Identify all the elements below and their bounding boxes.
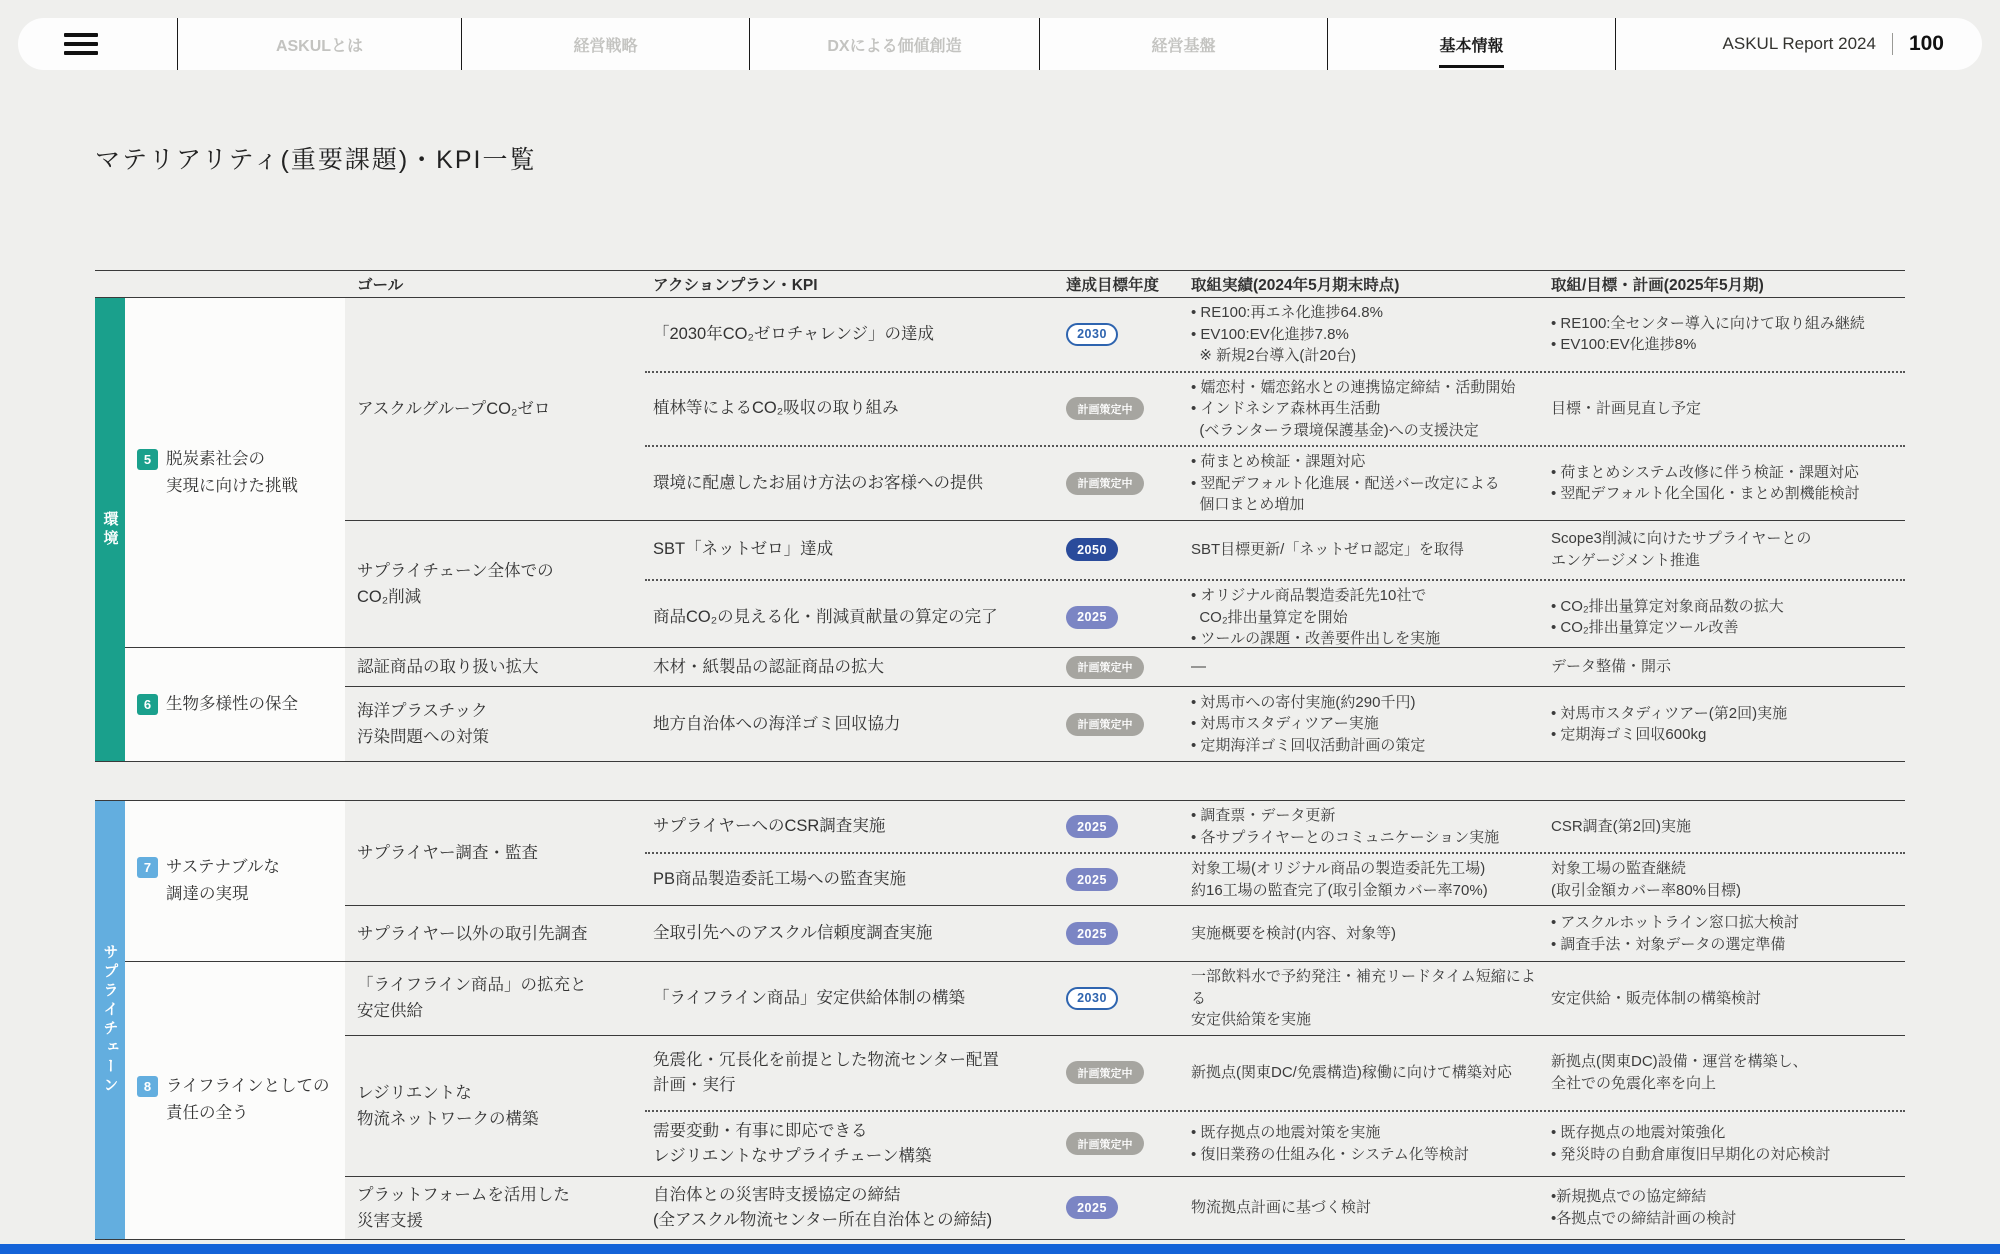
kpi-cell bbox=[645, 322, 1065, 347]
kpi-row bbox=[645, 852, 1905, 905]
tab-DXによる価値創造[interactable] bbox=[750, 18, 1039, 70]
plans-text: エンゲージメント推進 bbox=[1551, 551, 1700, 569]
section-number-badge: 7 bbox=[137, 857, 158, 878]
plans-text: • 翌配デフォルト化全国化・まとめ割機能検討 bbox=[1551, 485, 1860, 503]
target-year-cell bbox=[1065, 606, 1185, 629]
plans-text: •新規拠点での協定締結 bbox=[1551, 1188, 1707, 1205]
goal-group bbox=[345, 962, 1905, 1035]
kpi-text: 地方自治体への海洋ゴミ回収協力 bbox=[653, 714, 901, 733]
results-text: • RE100:再エネ化進捗64.8% bbox=[1191, 304, 1383, 321]
kpi-rows bbox=[645, 1036, 1905, 1176]
tab-label: ASKULとは bbox=[275, 37, 364, 55]
kpi-cell bbox=[645, 537, 1065, 562]
results-cell bbox=[1185, 1062, 1545, 1084]
kpi-row bbox=[645, 648, 1905, 686]
results-text: 一部飲料水で予約発注・補充リードタイム短縮による bbox=[1191, 968, 1536, 1007]
goal-group bbox=[345, 1176, 1905, 1239]
band-label: 環境 bbox=[101, 510, 119, 549]
plans-text: CSR調査(第2回)実施 bbox=[1551, 817, 1692, 835]
materiality-section-6 bbox=[125, 647, 1905, 761]
plans-cell bbox=[1545, 528, 1905, 571]
column-header: 達成目標年度 bbox=[1066, 277, 1160, 294]
plans-text: • CO₂排出量算定対象商品数の拡大 bbox=[1551, 597, 1784, 615]
top-nav-bar bbox=[18, 18, 1982, 70]
target-year-badge: 2025 bbox=[1066, 606, 1118, 629]
goal-cell bbox=[345, 298, 645, 520]
page-number-divider bbox=[1892, 33, 1893, 55]
target-year-cell bbox=[1065, 815, 1185, 838]
kpi-row bbox=[645, 445, 1905, 520]
kpi-text: 環境に配慮したお届け方法のお客様への提供 bbox=[653, 473, 983, 492]
target-year-cell bbox=[1065, 472, 1185, 495]
kpi-rows bbox=[645, 648, 1905, 686]
target-year-cell bbox=[1065, 538, 1185, 561]
results-text: • 既存拠点の地震対策を実施 bbox=[1191, 1124, 1381, 1141]
kpi-cell bbox=[645, 921, 1065, 946]
materiality-table-supply-chain bbox=[95, 800, 1905, 1240]
hamburger-icon bbox=[64, 33, 98, 55]
results-text: 実施概要を検討(内容、対象等) bbox=[1191, 924, 1396, 942]
section-title: サステナブルな bbox=[166, 858, 280, 876]
category-content bbox=[137, 691, 298, 718]
target-year-badge: 計画策定中 bbox=[1066, 713, 1144, 736]
results-text: • 翌配デフォルト化進展・配送バー改定による bbox=[1191, 474, 1500, 492]
kpi-row bbox=[645, 298, 1905, 371]
kpi-rows bbox=[645, 521, 1905, 648]
kpi-cell bbox=[645, 867, 1065, 892]
goal-group bbox=[345, 905, 1905, 961]
plans-text: • 発災時の自動倉庫復旧早期化の対応検討 bbox=[1551, 1145, 1831, 1163]
goal-text: サプライヤー調査・監査 bbox=[357, 844, 539, 862]
materiality-section-7 bbox=[125, 801, 1905, 961]
plans-text: • 対馬市スタディツアー(第2回)実施 bbox=[1551, 704, 1788, 722]
kpi-row bbox=[645, 1036, 1905, 1110]
section-title: 実現に向けた挑戦 bbox=[166, 476, 298, 495]
goal-text: レジリエントな bbox=[357, 1083, 472, 1102]
plans-cell bbox=[1545, 988, 1905, 1010]
page-title: マテリアリティ(重要課題)・KPI一覧 bbox=[95, 146, 537, 174]
target-year-badge: 2030 bbox=[1066, 323, 1118, 346]
results-text: SBT目標更新/「ネットゼロ認定」を取得 bbox=[1191, 541, 1464, 558]
results-text: CO₂排出量算定を開始 bbox=[1191, 608, 1348, 626]
kpi-cell bbox=[645, 814, 1065, 839]
category-cell bbox=[125, 962, 345, 1239]
column-header: 取組/目標・計画(2025年5月期) bbox=[1551, 277, 1764, 294]
materiality-section-8 bbox=[125, 961, 1905, 1239]
kpi-text: 「ライフライン商品」安定供給体制の構築 bbox=[653, 988, 966, 1007]
kpi-text: 全取引先へのアスクル信頼度調査実施 bbox=[653, 924, 933, 942]
section-title: 調達の実現 bbox=[166, 885, 249, 903]
target-year-badge: 2025 bbox=[1066, 922, 1118, 945]
tab-label: DXによる価値創造 bbox=[827, 37, 962, 55]
goal-text: サプライチェーン全体での bbox=[357, 561, 554, 580]
results-text: (ベランターラ環境保護基金)への支援決定 bbox=[1191, 421, 1479, 439]
goal-text: 物流ネットワークの構築 bbox=[357, 1109, 539, 1128]
section-title: 責任の全う bbox=[166, 1104, 249, 1123]
plans-cell bbox=[1545, 1051, 1905, 1094]
kpi-cell bbox=[645, 396, 1065, 421]
nav-tabs bbox=[178, 18, 1616, 70]
kpi-cell bbox=[645, 986, 1065, 1011]
results-cell bbox=[1185, 377, 1545, 442]
plans-cell bbox=[1545, 912, 1905, 955]
kpi-row bbox=[645, 1110, 1905, 1176]
goal-groups bbox=[345, 801, 1905, 961]
kpi-cell bbox=[645, 605, 1065, 630]
target-year-badge: 2050 bbox=[1066, 538, 1118, 561]
kpi-text: 商品CO₂の見える化・削減貢献量の算定の完了 bbox=[653, 607, 998, 626]
results-cell bbox=[1185, 966, 1545, 1031]
target-year-badge: 計画策定中 bbox=[1066, 397, 1144, 420]
kpi-cell bbox=[645, 1048, 1065, 1098]
table-body bbox=[95, 801, 1905, 1239]
category-cell bbox=[125, 801, 345, 961]
kpi-cell bbox=[645, 471, 1065, 496]
table-body bbox=[95, 298, 1905, 761]
goal-group bbox=[345, 1035, 1905, 1176]
plans-text: • 定期海ゴミ回収600kg bbox=[1551, 726, 1707, 743]
section-title: ライフラインとしての bbox=[166, 1077, 330, 1096]
results-text: • 定期海洋ゴミ回収活動計画の策定 bbox=[1191, 736, 1426, 754]
category-content bbox=[137, 854, 280, 908]
results-text: • 調査票・データ更新 bbox=[1191, 807, 1336, 824]
tab-経営基盤[interactable] bbox=[1040, 18, 1327, 70]
kpi-rows bbox=[645, 906, 1905, 961]
materiality-table-environment bbox=[95, 270, 1905, 762]
goal-cell bbox=[345, 962, 645, 1035]
results-text: • 対馬市スタディツアー実施 bbox=[1191, 715, 1379, 733]
kpi-row bbox=[645, 801, 1905, 852]
target-year-badge: 2025 bbox=[1066, 868, 1118, 891]
target-year-cell bbox=[1065, 1196, 1185, 1219]
goal-text: サプライヤー以外の取引先調査 bbox=[357, 924, 588, 943]
goal-cell bbox=[345, 648, 645, 686]
goal-text: 汚染問題への対策 bbox=[357, 728, 489, 746]
results-cell bbox=[1185, 805, 1545, 848]
column-header: 取組実績(2024年5月期末時点) bbox=[1191, 277, 1400, 294]
kpi-text: 木材・紙製品の認証商品の拡大 bbox=[653, 657, 884, 676]
plans-text: データ整備・開示 bbox=[1551, 658, 1672, 676]
category-cell bbox=[125, 648, 345, 761]
plans-text: • RE100:全センター導入に向けて取り組み継続 bbox=[1551, 314, 1865, 332]
kpi-text: 植林等によるCO₂吸収の取り組み bbox=[653, 399, 899, 418]
goal-text: 認証商品の取り扱い拡大 bbox=[357, 658, 539, 676]
plans-cell bbox=[1545, 313, 1905, 356]
target-year-cell bbox=[1065, 397, 1185, 420]
goal-cell bbox=[345, 1036, 645, 1176]
kpi-text: 「2030年CO₂ゼロチャレンジ」の達成 bbox=[653, 324, 935, 343]
goal-cell bbox=[345, 1177, 645, 1239]
tab-ASKULとは[interactable] bbox=[178, 18, 461, 70]
results-cell bbox=[1185, 1197, 1545, 1219]
target-year-badge: 2025 bbox=[1066, 815, 1118, 838]
target-year-cell bbox=[1065, 987, 1185, 1010]
target-year-badge: 計画策定中 bbox=[1066, 472, 1144, 495]
results-cell bbox=[1185, 656, 1545, 678]
results-text: • 各サプライヤーとのコミュニケーション実施 bbox=[1191, 828, 1500, 846]
results-cell bbox=[1185, 302, 1545, 367]
target-year-cell bbox=[1065, 656, 1185, 679]
kpi-text: (全アスクル物流センター所在自治体との締結) bbox=[653, 1210, 993, 1229]
kpi-row bbox=[645, 962, 1905, 1035]
target-year-badge: 2025 bbox=[1066, 1196, 1118, 1219]
target-year-cell bbox=[1065, 922, 1185, 945]
results-text: • 復旧業務の仕組み化・システム化等検討 bbox=[1191, 1145, 1469, 1163]
sections bbox=[125, 801, 1905, 1239]
page-number: 100 bbox=[1908, 32, 1944, 55]
results-text: • 荷まとめ検証・課題対応 bbox=[1191, 453, 1366, 470]
goal-text: 「ライフライン商品」の拡充と bbox=[357, 976, 587, 995]
plans-cell bbox=[1545, 398, 1905, 420]
results-cell bbox=[1185, 858, 1545, 901]
materiality-section-5 bbox=[125, 298, 1905, 647]
results-text: ※ 新規2台導入(計20台) bbox=[1191, 347, 1357, 364]
results-text: 約16工場の監査完了(取引金額カバー率70%) bbox=[1191, 881, 1488, 899]
plans-text: 対象工場の監査継続 bbox=[1551, 860, 1687, 877]
goal-text: プラットフォームを活用した bbox=[357, 1185, 570, 1204]
tab-label: 経営戦略 bbox=[573, 37, 638, 55]
target-year-badge: 計画策定中 bbox=[1066, 656, 1144, 679]
column-header: アクションプラン・KPI bbox=[653, 277, 818, 294]
target-year-badge: 2030 bbox=[1066, 987, 1118, 1010]
goal-text: アスクルグループCO₂ゼロ bbox=[357, 399, 551, 418]
table-header-row bbox=[95, 271, 1905, 298]
category-head bbox=[137, 854, 280, 881]
target-year-cell bbox=[1065, 1061, 1185, 1084]
tab-基本情報[interactable] bbox=[1328, 18, 1615, 70]
kpi-text: SBT「ネットゼロ」達成 bbox=[653, 540, 834, 559]
target-year-cell bbox=[1065, 713, 1185, 736]
kpi-text: 需要変動・有事に即応できる bbox=[653, 1121, 868, 1140]
category-head bbox=[137, 1073, 330, 1100]
section-number-badge: 8 bbox=[137, 1076, 158, 1097]
goal-cell bbox=[345, 801, 645, 905]
results-text: • ツールの課題・改善要件出しを実施 bbox=[1191, 630, 1441, 647]
plans-cell bbox=[1545, 1122, 1905, 1165]
section-number-badge: 6 bbox=[137, 694, 158, 715]
kpi-cell bbox=[645, 1119, 1065, 1169]
goal-text: 災害支援 bbox=[357, 1211, 423, 1230]
plans-text: • 既存拠点の地震対策強化 bbox=[1551, 1124, 1726, 1141]
kpi-row bbox=[645, 371, 1905, 446]
goal-groups bbox=[345, 648, 1905, 761]
footer-accent-bar bbox=[0, 1244, 2000, 1254]
plans-text: 新拠点(関東DC)設備・運営を構築し、 bbox=[1551, 1053, 1808, 1070]
results-cell bbox=[1185, 539, 1545, 561]
target-year-badge: 計画策定中 bbox=[1066, 1061, 1144, 1084]
plans-text: • 荷まとめシステム改修に伴う検証・課題対応 bbox=[1551, 463, 1859, 481]
plans-text: •各拠点での締結計画の検討 bbox=[1551, 1209, 1737, 1227]
kpi-row bbox=[645, 687, 1905, 761]
menu-button[interactable] bbox=[18, 18, 177, 70]
results-text: — bbox=[1191, 658, 1206, 676]
results-text: • 嬬恋村・嬬恋銘水との連携協定締結・活動開始 bbox=[1191, 378, 1516, 396]
plans-text: (取引金額カバー率80%目標) bbox=[1551, 881, 1742, 899]
kpi-rows bbox=[645, 298, 1905, 520]
results-cell bbox=[1185, 923, 1545, 945]
category-head bbox=[137, 446, 298, 473]
target-year-cell bbox=[1065, 1132, 1185, 1155]
goal-cell bbox=[345, 687, 645, 761]
results-cell bbox=[1185, 451, 1545, 516]
report-title: ASKUL Report 2024 bbox=[1722, 34, 1876, 53]
category-content bbox=[137, 1073, 330, 1127]
category-band bbox=[95, 298, 125, 761]
kpi-row bbox=[645, 579, 1905, 647]
sections bbox=[125, 298, 1905, 761]
results-text: 安定供給策を実施 bbox=[1191, 1011, 1312, 1028]
materiality-kpi-tables bbox=[95, 270, 1905, 1240]
kpi-text: 免震化・冗長化を前提とした物流センター配置 bbox=[653, 1050, 999, 1069]
results-text: • オリジナル商品製造委託先10社で bbox=[1191, 587, 1427, 604]
plans-cell bbox=[1545, 816, 1905, 838]
plans-cell bbox=[1545, 462, 1905, 505]
column-header: ゴール bbox=[357, 277, 404, 294]
kpi-text: 自治体との災害時支援協定の締結 bbox=[653, 1185, 901, 1204]
tab-経営戦略[interactable] bbox=[462, 18, 749, 70]
goal-group bbox=[345, 801, 1905, 905]
results-text: • EV100:EV化進捗7.8% bbox=[1191, 325, 1349, 343]
top-bar-right bbox=[1616, 18, 1982, 70]
results-text: • 対馬市への寄付実施(約290千円) bbox=[1191, 693, 1416, 711]
goal-cell bbox=[345, 906, 645, 961]
plans-text: 安定供給・販売体制の構築検討 bbox=[1551, 989, 1762, 1007]
results-text: 物流拠点計画に基づく検討 bbox=[1191, 1198, 1372, 1216]
goal-text: 安定供給 bbox=[357, 1002, 423, 1021]
plans-cell bbox=[1545, 596, 1905, 639]
plans-text: 目標・計画見直し予定 bbox=[1551, 400, 1702, 417]
kpi-text: 計画・実行 bbox=[653, 1075, 736, 1094]
kpi-cell bbox=[645, 1183, 1065, 1233]
kpi-rows bbox=[645, 801, 1905, 905]
target-year-cell bbox=[1065, 868, 1185, 891]
tab-label: 経営基盤 bbox=[1151, 37, 1216, 55]
results-cell bbox=[1185, 585, 1545, 650]
tab-label: 基本情報 bbox=[1437, 29, 1505, 60]
results-cell bbox=[1185, 1122, 1545, 1165]
goal-groups bbox=[345, 298, 1905, 647]
kpi-rows bbox=[645, 962, 1905, 1035]
kpi-text: サプライヤーへのCSR調査実施 bbox=[653, 817, 886, 835]
plans-text: • アスクルホットライン窓口拡大検討 bbox=[1551, 914, 1799, 931]
results-text: • インドネシア森林再生活動 bbox=[1191, 400, 1381, 417]
plans-cell bbox=[1545, 656, 1905, 678]
plans-text: Scope3削減に向けたサプライヤーとの bbox=[1551, 530, 1812, 548]
goal-text: CO₂削減 bbox=[357, 587, 422, 606]
target-year-cell bbox=[1065, 323, 1185, 346]
plans-text: • EV100:EV化進捗8% bbox=[1551, 336, 1697, 354]
plans-cell bbox=[1545, 1186, 1905, 1229]
category-band bbox=[95, 801, 125, 1239]
results-text: 個口まとめ増加 bbox=[1191, 496, 1305, 513]
kpi-cell bbox=[645, 655, 1065, 680]
kpi-row bbox=[645, 906, 1905, 961]
category-head bbox=[137, 691, 298, 718]
kpi-text: PB商品製造委託工場への監査実施 bbox=[653, 870, 907, 888]
kpi-text: レジリエントなサプライチェーン構築 bbox=[653, 1146, 932, 1165]
results-text: 新拠点(関東DC/免震構造)稼働に向けて構築対応 bbox=[1191, 1063, 1512, 1081]
kpi-cell bbox=[645, 712, 1065, 737]
section-title: 脱炭素社会の bbox=[166, 449, 265, 468]
band-label: サプライチェーン bbox=[101, 943, 119, 1096]
goal-group bbox=[345, 520, 1905, 648]
results-cell bbox=[1185, 692, 1545, 757]
category-cell bbox=[125, 298, 345, 647]
plans-text: • 調査手法・対象データの選定準備 bbox=[1551, 935, 1786, 953]
kpi-row bbox=[645, 521, 1905, 580]
goal-group bbox=[345, 686, 1905, 761]
section-title: 生物多様性の保全 bbox=[166, 695, 298, 713]
section-number-badge: 5 bbox=[137, 449, 158, 470]
category-content bbox=[137, 446, 298, 500]
plans-text: 全社での免震化率を向上 bbox=[1551, 1074, 1717, 1092]
kpi-row bbox=[645, 1177, 1905, 1239]
plans-cell bbox=[1545, 703, 1905, 746]
goal-group bbox=[345, 298, 1905, 520]
kpi-rows bbox=[645, 1177, 1905, 1239]
kpi-rows bbox=[645, 687, 1905, 761]
goal-text: 海洋プラスチック bbox=[357, 702, 488, 720]
results-text: 対象工場(オリジナル商品の製造委託先工場) bbox=[1191, 860, 1486, 877]
plans-cell bbox=[1545, 858, 1905, 901]
target-year-badge: 計画策定中 bbox=[1066, 1132, 1144, 1155]
plans-text: • CO₂排出量算定ツール改善 bbox=[1551, 619, 1739, 637]
goal-groups bbox=[345, 962, 1905, 1239]
goal-cell bbox=[345, 521, 645, 648]
goal-group bbox=[345, 648, 1905, 686]
